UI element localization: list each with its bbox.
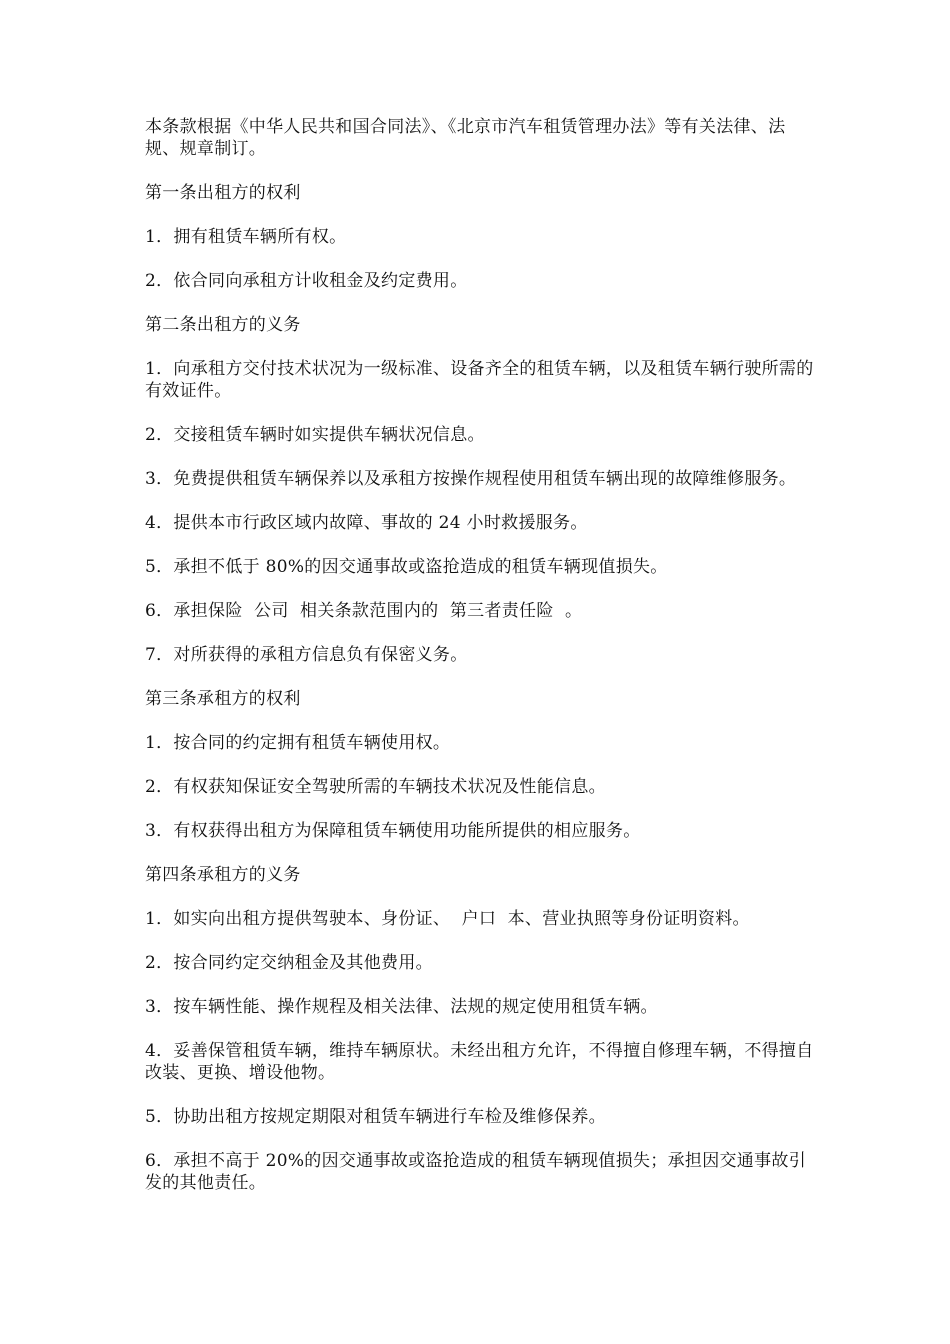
section-2-item-2: 2．交接租赁车辆时如实提供车辆状况信息。 [145,425,485,445]
document-page [145,116,815,1216]
section-2-item-7: 7．对所获得的承租方信息负有保密义务。 [145,645,468,665]
section-2-heading: 第二条出租方的义务 [145,315,301,335]
section-4-item-4: 4．妥善保管租赁车辆，维持车辆原状。未经出租方允许，不得擅自修理车辆，不得擅自改装、更换、增设他物。 [145,1041,814,1083]
section-4-heading: 第四条承租方的义务 [145,865,301,885]
section-2-item-6: 6．承担保险 公司 相关条款范围内的 第三者责任险 。 [145,601,583,621]
section-3-item-1: 1．按合同的约定拥有租赁车辆使用权。 [145,733,451,753]
section-2-item-1: 1．向承租方交付技术状况为一级标准、设备齐全的租赁车辆，以及租赁车辆行驶所需的有效证件。 [145,359,814,401]
section-1-item-2: 2．依合同向承租方计收租金及约定费用。 [145,271,468,291]
intro-paragraph: 本条款根据《中华人民共和国合同法》、《北京市汽车租赁管理办法》等有关法律、法规、规章制订。 [145,117,786,159]
section-3-item-2: 2．有权获知保证安全驾驶所需的车辆技术状况及性能信息。 [145,777,606,797]
section-1-heading: 第一条出租方的权利 [145,183,301,203]
section-3-item-3: 3．有权获得出租方为保障租赁车辆使用功能所提供的相应服务。 [145,821,641,841]
section-1-item-1: 1．拥有租赁车辆所有权。 [145,227,347,247]
section-4-item-6: 6．承担不高于 20%的因交通事故或盗抢造成的租赁车辆现值损失；承担因交通事故引发的其他责任。 [145,1151,807,1193]
section-4-item-2: 2．按合同约定交纳租金及其他费用。 [145,953,433,973]
section-2-item-4: 4．提供本市行政区域内故障、事故的 24 小时救援服务。 [145,513,588,533]
section-4-item-5: 5．协助出租方按规定期限对租赁车辆进行车检及维修保养。 [145,1107,606,1127]
section-3-heading: 第三条承租方的权利 [145,689,301,709]
section-2-item-5: 5．承担不低于 80%的因交通事故或盗抢造成的租赁车辆现值损失。 [145,557,668,577]
section-2-item-3: 3．免费提供租赁车辆保养以及承租方按操作规程使用租赁车辆出现的故障维修服务。 [145,469,797,489]
section-4-item-1: 1．如实向出租方提供驾驶本、身份证、 户口 本、营业执照等身份证明资料。 [145,909,750,929]
section-4-item-3: 3．按车辆性能、操作规程及相关法律、法规的规定使用租赁车辆。 [145,997,658,1017]
